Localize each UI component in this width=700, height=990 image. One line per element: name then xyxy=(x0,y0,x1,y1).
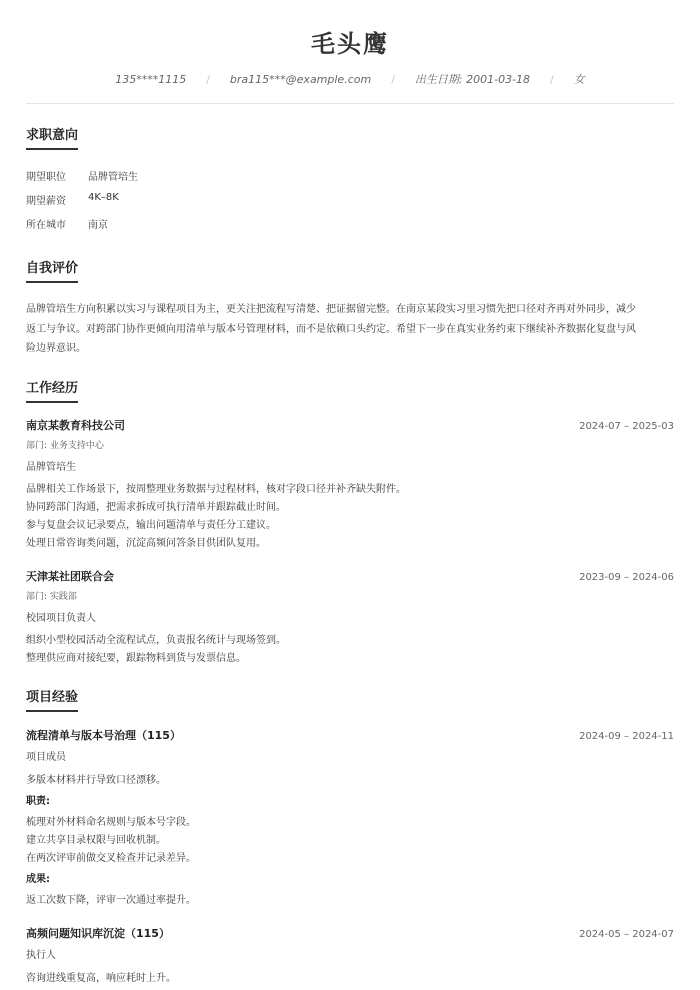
project-role: 执行人 xyxy=(26,950,56,961)
work-bullet: 参与复盘会议记录要点，输出问题清单与责任分工建议。 xyxy=(26,520,276,531)
intent-label: 期望薪资 xyxy=(26,196,66,207)
entry-date: 2023-09 – 2024-06 xyxy=(579,572,674,583)
contact-row xyxy=(26,71,674,87)
job-role: 品牌管培生 xyxy=(26,462,76,473)
section-underline xyxy=(26,401,78,403)
work-bullet: 处理日常咨询类问题，沉淀高频问答条目供团队复用。 xyxy=(26,538,266,549)
work-entry-header xyxy=(26,568,674,584)
project-desc: 多版本材料并行导致口径漂移。 xyxy=(26,775,166,786)
project-duty: 在两次评审前做交叉检查并记录差异。 xyxy=(26,853,196,864)
birth-date: 出生日期: 2001-03-18 xyxy=(414,73,531,86)
section-title-projects: 项目经验 xyxy=(26,690,79,705)
project-role: 项目成员 xyxy=(26,752,66,763)
email: bra115***@example.com xyxy=(229,72,372,86)
project-duty: 建立共享目录权限与回收机制。 xyxy=(26,835,166,846)
project-duty: 梳理对外材料命名规则与版本号字段。 xyxy=(26,817,196,828)
entry-date: 2024-05 – 2024-07 xyxy=(579,929,674,940)
separator: / xyxy=(206,72,210,86)
company-name: 天津某社团联合会 xyxy=(26,570,114,583)
project-desc: 咨询进线重复高，响应耗时上升。 xyxy=(26,973,176,984)
intent-label: 期望职位 xyxy=(26,172,66,183)
resume-page xyxy=(26,0,674,990)
phone: 135****1115 xyxy=(115,72,187,86)
section-title-work: 工作经历 xyxy=(26,381,79,396)
company-name: 南京某教育科技公司 xyxy=(26,419,125,432)
work-bullet: 品牌相关工作场景下，按周整理业务数据与过程材料，核对字段口径并补齐缺失附件。 xyxy=(26,484,406,495)
project-name: 流程清单与版本号治理（115） xyxy=(26,729,181,742)
intent-value: 4K–8K xyxy=(88,192,119,203)
gender: 女 xyxy=(573,73,585,86)
separator: / xyxy=(550,72,554,86)
project-entry-header xyxy=(26,925,674,941)
department: 部门: 业务支持中心 xyxy=(26,441,104,451)
job-role: 校园项目负责人 xyxy=(26,613,96,624)
section-title-intent: 求职意向 xyxy=(26,128,79,143)
intent-row-city xyxy=(26,216,108,231)
work-bullet: 组织小型校园活动全流程试点，负责报名统计与现场签到。 xyxy=(26,635,286,646)
work-bullet: 整理供应商对接纪要，跟踪物料到货与发票信息。 xyxy=(26,653,246,664)
duties-label: 职责: xyxy=(26,796,50,807)
department: 部门: 实践部 xyxy=(26,592,77,602)
intent-label: 所在城市 xyxy=(26,220,66,231)
candidate-name: 毛头鹰 xyxy=(311,30,389,58)
section-underline xyxy=(26,281,78,283)
separator: / xyxy=(391,72,395,86)
section-underline xyxy=(26,710,78,712)
entry-date: 2024-09 – 2024-11 xyxy=(579,731,674,742)
self-eval-line: 品牌管培生方向积累以实习与课程项目为主，更关注把流程写清楚、把证据留完整。在南京某段实习里习惯先把口径对齐再对外同步，减少 xyxy=(26,304,636,315)
project-result: 返工次数下降，评审一次通过率提升。 xyxy=(26,895,196,906)
section-underline xyxy=(26,148,78,150)
project-name: 高频问题知识库沉淀（115） xyxy=(26,927,170,940)
entry-date: 2024-07 – 2025-03 xyxy=(579,421,674,432)
section-title-self-eval: 自我评价 xyxy=(26,261,79,276)
work-entry-header xyxy=(26,417,674,433)
results-label: 成果: xyxy=(26,874,50,885)
project-entry-header xyxy=(26,727,674,743)
header-divider xyxy=(26,103,674,104)
intent-value: 南京 xyxy=(88,220,108,231)
intent-value: 品牌管培生 xyxy=(88,172,138,183)
intent-row-position xyxy=(26,168,138,183)
work-bullet: 协同跨部门沟通，把需求拆成可执行清单并跟踪截止时间。 xyxy=(26,502,286,513)
self-eval-line: 险边界意识。 xyxy=(26,343,86,354)
self-eval-line: 返工与争议。对跨部门协作更倾向用清单与版本号管理材料，而不是依赖口头约定。希望下一步在真实业务约束下继续补齐数据化复盘与风 xyxy=(26,324,636,335)
intent-row-salary xyxy=(26,192,119,207)
